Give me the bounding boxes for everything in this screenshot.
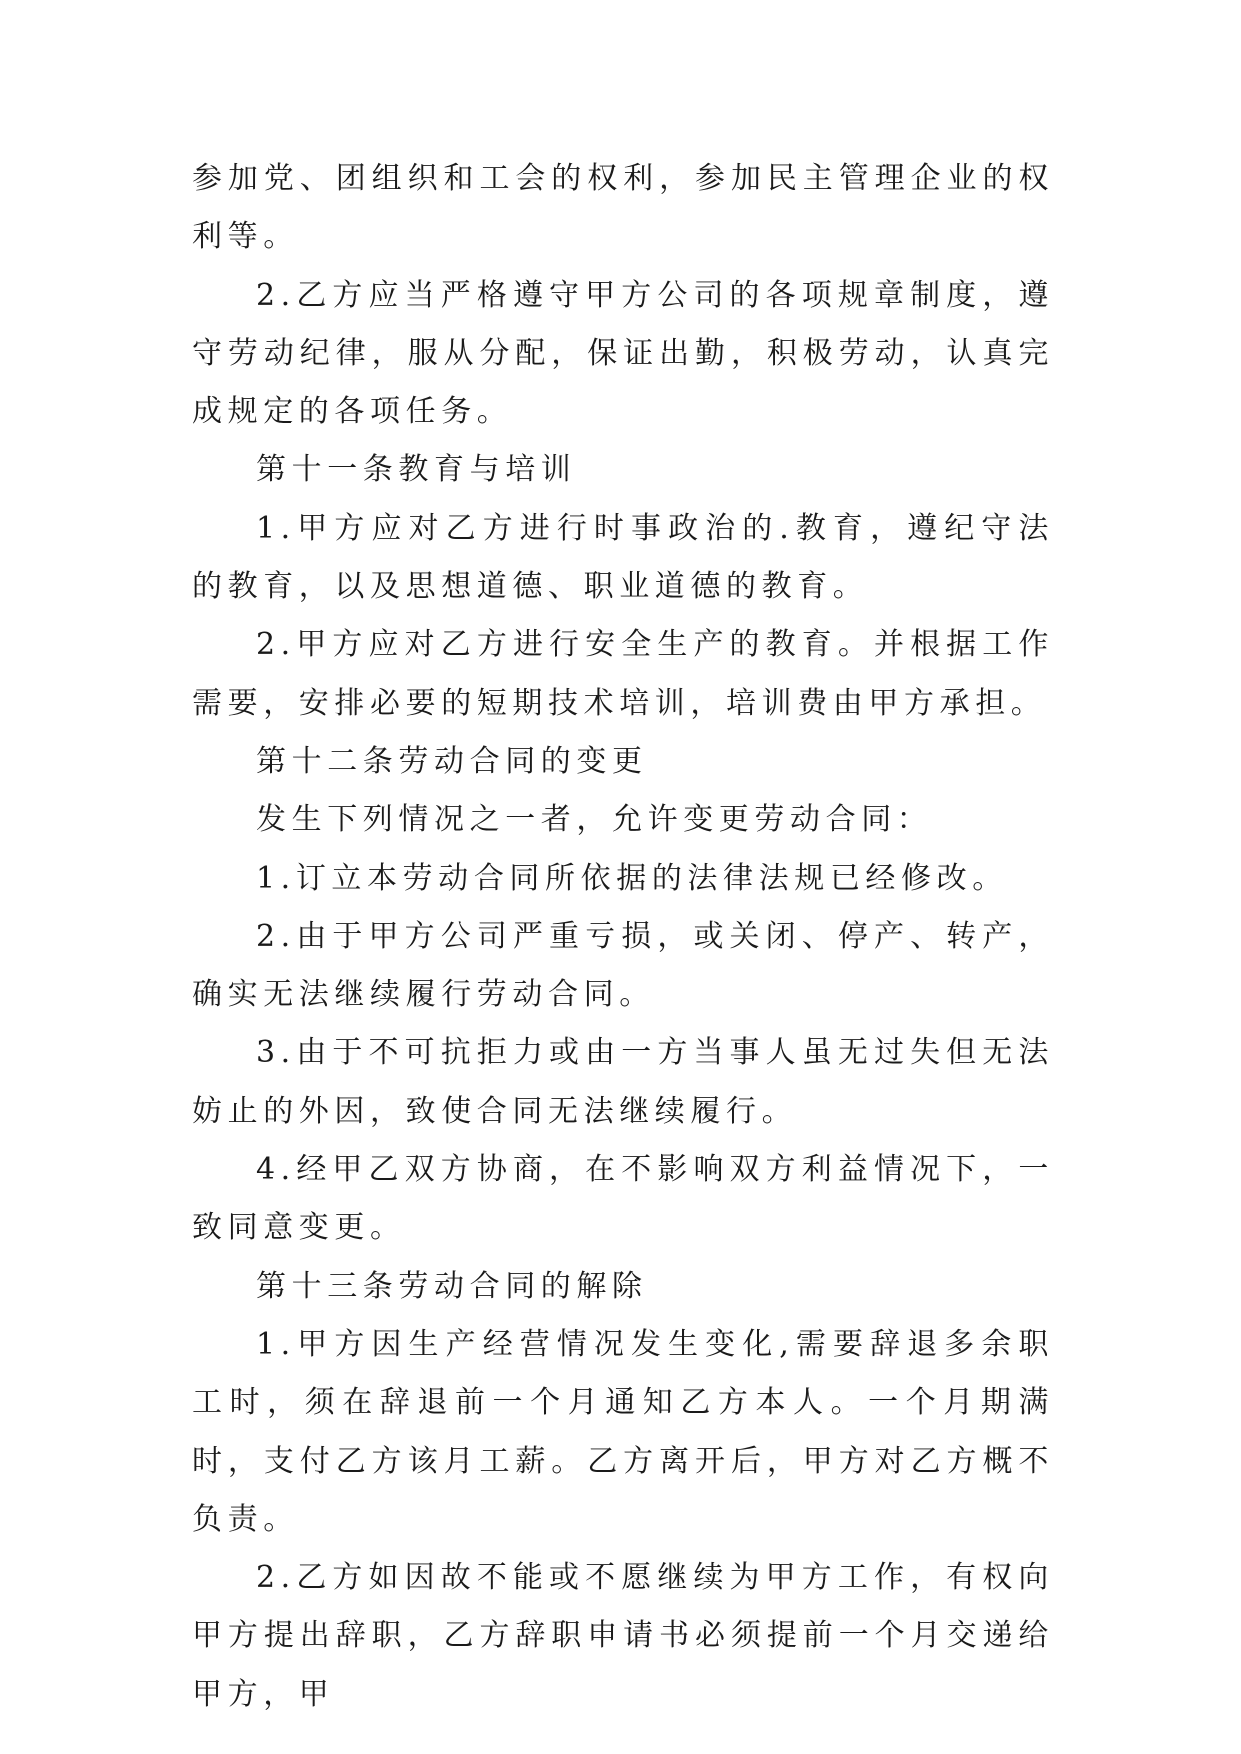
heading-article-12: 第十二条劳动合同的变更 [256,743,648,779]
paragraph-change-intro: 发生下列情况之一者，允许变更劳动合同： [256,802,933,838]
heading-article-13: 第十三条劳动合同的解除 [256,1268,648,1304]
paragraph-change-2: 2.由于甲方公司严重亏损，或关闭、停产、转产，确实无法继续履行劳动合同。 [192,918,1054,1013]
paragraph-change-4: 4.经甲乙双方协商，在不影响双方利益情况下，一致同意变更。 [192,1152,1054,1246]
paragraph-education-1: 1.甲方应对乙方进行时事政治的.教育，遵纪守法的教育，以及思想道德、职业道德的教育。 [192,510,1054,605]
paragraph-rights-continued: 参加党、团组织和工会的权利，参加民主管理企业的权利等。 [192,161,1054,255]
heading-article-11: 第十一条教育与培训 [256,452,577,488]
paragraph-obligation-2: 2.乙方应当严格遵守甲方公司的各项规章制度，遵守劳动纪律，服从分配，保证出勤，积极劳动，认真完成规定的各项任务。 [192,277,1054,430]
document-body [192,150,1054,1724]
paragraph-change-1: 1.订立本劳动合同所依据的法律法规已经修改。 [256,860,1008,896]
paragraph-education-2: 2.甲方应对乙方进行安全生产的教育。并根据工作需要，安排必要的短期技术培训，培训费由甲方承担。 [192,627,1054,721]
paragraph-termination-2: 2.乙方如因故不能或不愿继续为甲方工作，有权向甲方提出辞职，乙方辞职申请书必须提前一个月交递给甲方，甲 [192,1560,1054,1712]
paragraph-termination-1: 1.甲方因生产经营情况发生变化,需要辞退多余职工时，须在辞退前一个月通知乙方本人。一个月期满时，支付乙方该月工薪。乙方离开后，甲方对乙方概不负责。 [192,1326,1054,1537]
paragraph-change-3: 3.由于不可抗拒力或由一方当事人虽无过失但无法妨止的外因，致使合同无法继续履行。 [192,1035,1054,1129]
